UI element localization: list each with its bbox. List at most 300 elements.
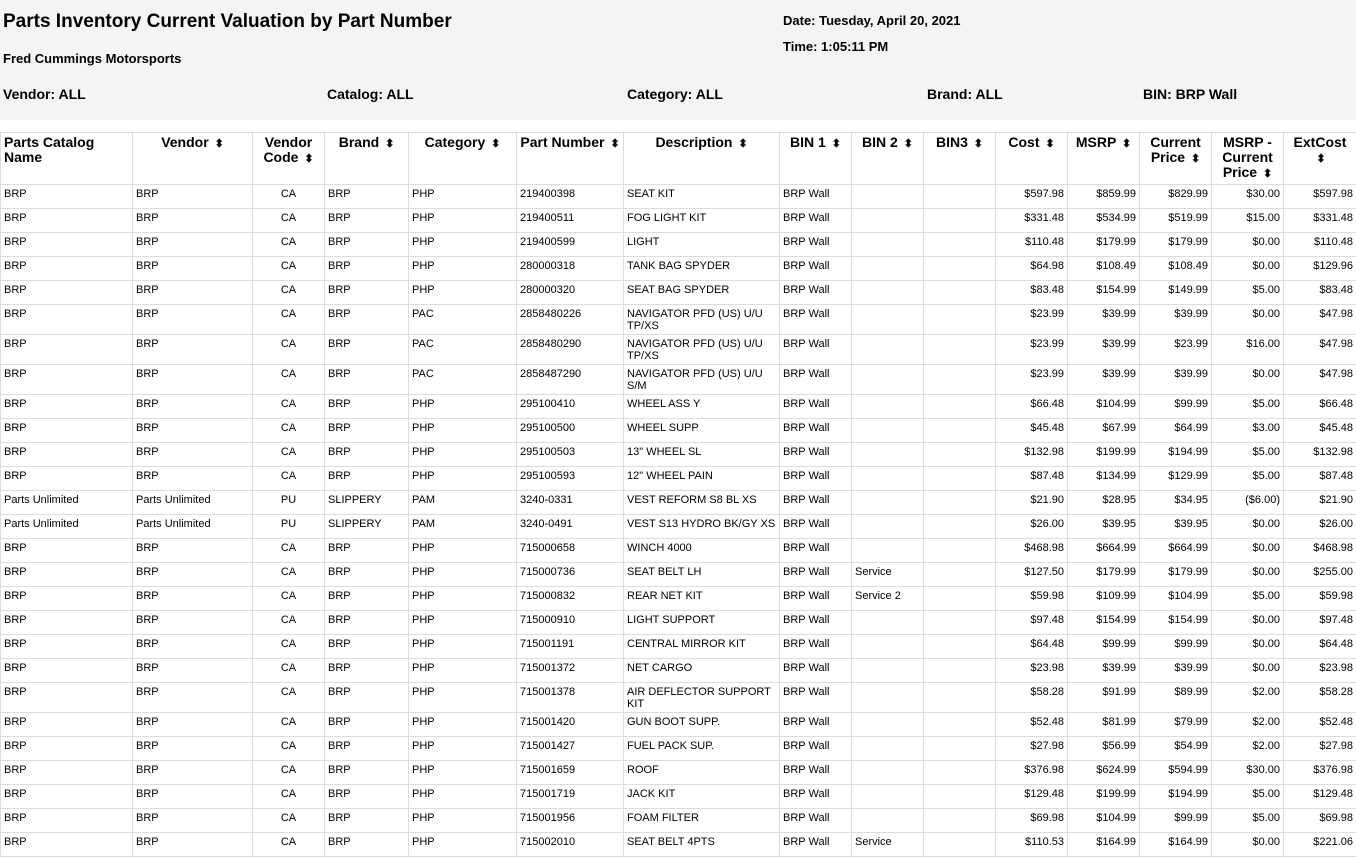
cell-category: PHP (409, 635, 517, 659)
cell-brand: BRP (325, 713, 409, 737)
cell-extcost: $21.90 (1284, 491, 1356, 515)
column-header-label: Parts Catalog Name (4, 134, 94, 165)
cell-bin-1: BRP Wall (780, 209, 852, 233)
cell-vendor: BRP (133, 467, 253, 491)
cell-part-number: 715001191 (517, 635, 624, 659)
cell-brand: BRP (325, 419, 409, 443)
cell-bin-1: BRP Wall (780, 713, 852, 737)
cell-current-price: $99.99 (1140, 809, 1212, 833)
column-header-brand[interactable] (325, 133, 409, 185)
cell-msrp: $67.99 (1068, 419, 1140, 443)
cell-cost: $21.90 (996, 491, 1068, 515)
cell-vendor: BRP (133, 809, 253, 833)
cell-category: PAM (409, 515, 517, 539)
sort-updown-icon[interactable]: ⬍ (832, 138, 841, 150)
cell-brand: BRP (325, 833, 409, 857)
cell-bin3 (924, 443, 996, 467)
cell-extcost: $129.96 (1284, 257, 1356, 281)
sort-updown-icon[interactable]: ⬍ (738, 138, 747, 150)
table-row (1, 713, 1356, 737)
cell-msrp-current-price: $5.00 (1212, 467, 1284, 491)
cell-category: PHP (409, 563, 517, 587)
cell-bin3 (924, 659, 996, 683)
cell-msrp-current-price: $16.00 (1212, 335, 1284, 365)
cell-vendor-code: CA (253, 809, 325, 833)
cell-bin-2: Service 2 (852, 587, 924, 611)
cell-part-number: 219400599 (517, 233, 624, 257)
cell-brand: BRP (325, 659, 409, 683)
cell-description: SEAT BELT 4PTS (624, 833, 780, 857)
sort-updown-icon[interactable]: ⬍ (304, 153, 313, 165)
cell-current-price: $39.99 (1140, 659, 1212, 683)
column-header-bin3[interactable] (924, 133, 996, 185)
cell-vendor-code: CA (253, 635, 325, 659)
cell-bin-1: BRP Wall (780, 305, 852, 335)
cell-vendor: BRP (133, 785, 253, 809)
cell-description: TANK BAG SPYDER (624, 257, 780, 281)
cell-cost: $23.99 (996, 335, 1068, 365)
cell-msrp-current-price: $0.00 (1212, 305, 1284, 335)
cell-bin-1: BRP Wall (780, 185, 852, 209)
table-row (1, 467, 1356, 491)
table-row (1, 491, 1356, 515)
column-header-label: BIN3 (936, 134, 968, 150)
cell-msrp: $179.99 (1068, 563, 1140, 587)
cell-parts-catalog-name: BRP (1, 185, 133, 209)
cell-parts-catalog-name: BRP (1, 467, 133, 491)
cell-msrp: $164.99 (1068, 833, 1140, 857)
cell-parts-catalog-name: BRP (1, 785, 133, 809)
table-body (1, 185, 1356, 857)
cell-msrp-current-price: ($6.00) (1212, 491, 1284, 515)
cell-vendor-code: CA (253, 395, 325, 419)
cell-extcost: $110.48 (1284, 233, 1356, 257)
cell-category: PHP (409, 611, 517, 635)
cell-msrp-current-price: $0.00 (1212, 611, 1284, 635)
cell-bin-2 (852, 515, 924, 539)
cell-part-number: 3240-0331 (517, 491, 624, 515)
cell-msrp: $91.99 (1068, 683, 1140, 713)
cell-extcost: $129.48 (1284, 785, 1356, 809)
cell-description: SEAT KIT (624, 185, 780, 209)
cell-part-number: 2858480226 (517, 305, 624, 335)
cell-current-price: $164.99 (1140, 833, 1212, 857)
cell-extcost: $468.98 (1284, 539, 1356, 563)
cell-extcost: $221.06 (1284, 833, 1356, 857)
cell-extcost: $26.00 (1284, 515, 1356, 539)
column-header-label: Vendor Code (263, 134, 312, 165)
cell-bin3 (924, 185, 996, 209)
cell-current-price: $129.99 (1140, 467, 1212, 491)
cell-msrp: $859.99 (1068, 185, 1140, 209)
cell-extcost: $255.00 (1284, 563, 1356, 587)
column-header-bin-2[interactable] (852, 133, 924, 185)
cell-vendor: BRP (133, 443, 253, 467)
cell-description: 12" WHEEL PAIN (624, 467, 780, 491)
cell-vendor: BRP (133, 587, 253, 611)
cell-vendor-code: CA (253, 443, 325, 467)
cell-vendor: BRP (133, 281, 253, 305)
table-row (1, 443, 1356, 467)
cell-category: PHP (409, 713, 517, 737)
cell-description: ROOF (624, 761, 780, 785)
cell-extcost: $66.48 (1284, 395, 1356, 419)
cell-vendor: BRP (133, 833, 253, 857)
cell-bin3 (924, 539, 996, 563)
cell-vendor-code: CA (253, 737, 325, 761)
table-row (1, 515, 1356, 539)
column-header-cost[interactable] (996, 133, 1068, 185)
cell-cost: $110.48 (996, 233, 1068, 257)
cell-description: NET CARGO (624, 659, 780, 683)
cell-category: PAC (409, 335, 517, 365)
cell-bin-2 (852, 737, 924, 761)
cell-bin3 (924, 491, 996, 515)
cell-category: PHP (409, 587, 517, 611)
table-header-row (1, 133, 1356, 185)
column-header-extcost[interactable] (1284, 133, 1356, 185)
cell-brand: BRP (325, 305, 409, 335)
cell-bin-2 (852, 305, 924, 335)
cell-bin-1: BRP Wall (780, 611, 852, 635)
cell-parts-catalog-name: Parts Unlimited (1, 491, 133, 515)
cell-description: WHEEL ASS Y (624, 395, 780, 419)
cell-msrp: $39.99 (1068, 659, 1140, 683)
column-header-vendor-code[interactable] (253, 133, 325, 185)
column-header-label: Cost (1008, 134, 1039, 150)
cell-msrp: $104.99 (1068, 809, 1140, 833)
column-header-bin-1[interactable] (780, 133, 852, 185)
cell-msrp-current-price: $30.00 (1212, 761, 1284, 785)
cell-bin3 (924, 305, 996, 335)
cell-bin-2 (852, 395, 924, 419)
cell-bin3 (924, 737, 996, 761)
cell-cost: $97.48 (996, 611, 1068, 635)
column-header-category[interactable] (409, 133, 517, 185)
cell-category: PHP (409, 185, 517, 209)
cell-msrp-current-price: $5.00 (1212, 587, 1284, 611)
cell-cost: $27.98 (996, 737, 1068, 761)
table-row (1, 635, 1356, 659)
cell-bin-1: BRP Wall (780, 467, 852, 491)
sort-updown-icon[interactable]: ⬍ (215, 138, 224, 150)
table-row (1, 563, 1356, 587)
cell-vendor-code: CA (253, 833, 325, 857)
cell-part-number: 715000910 (517, 611, 624, 635)
cell-cost: $376.98 (996, 761, 1068, 785)
cell-msrp: $108.49 (1068, 257, 1140, 281)
cell-brand: BRP (325, 365, 409, 395)
cell-description: SEAT BELT LH (624, 563, 780, 587)
cell-vendor: BRP (133, 419, 253, 443)
cell-brand: SLIPPERY (325, 491, 409, 515)
cell-vendor-code: CA (253, 467, 325, 491)
cell-part-number: 2858487290 (517, 365, 624, 395)
cell-current-price: $108.49 (1140, 257, 1212, 281)
table-row (1, 683, 1356, 713)
cell-brand: BRP (325, 683, 409, 713)
cell-msrp-current-price: $2.00 (1212, 683, 1284, 713)
cell-vendor: BRP (133, 185, 253, 209)
cell-bin-2: Service (852, 833, 924, 857)
cell-msrp: $664.99 (1068, 539, 1140, 563)
sort-updown-icon[interactable]: ⬍ (1316, 153, 1325, 165)
cell-cost: $127.50 (996, 563, 1068, 587)
cell-current-price: $154.99 (1140, 611, 1212, 635)
cell-category: PHP (409, 443, 517, 467)
cell-msrp: $39.95 (1068, 515, 1140, 539)
cell-bin-2 (852, 335, 924, 365)
cell-parts-catalog-name: BRP (1, 635, 133, 659)
cell-vendor-code: CA (253, 713, 325, 737)
cell-vendor: BRP (133, 233, 253, 257)
cell-msrp: $109.99 (1068, 587, 1140, 611)
sort-updown-icon[interactable]: ⬍ (904, 138, 913, 150)
column-header-vendor[interactable] (133, 133, 253, 185)
cell-msrp-current-price: $0.00 (1212, 515, 1284, 539)
sort-updown-icon[interactable]: ⬍ (1263, 168, 1272, 180)
cell-category: PHP (409, 257, 517, 281)
cell-part-number: 295100593 (517, 467, 624, 491)
table-row (1, 233, 1356, 257)
cell-bin-1: BRP Wall (780, 737, 852, 761)
sort-updown-icon[interactable]: ⬍ (974, 138, 983, 150)
cell-parts-catalog-name: BRP (1, 419, 133, 443)
cell-bin-2 (852, 785, 924, 809)
cell-bin-2 (852, 491, 924, 515)
cell-msrp-current-price: $5.00 (1212, 395, 1284, 419)
cell-current-price: $664.99 (1140, 539, 1212, 563)
cell-part-number: 715001659 (517, 761, 624, 785)
cell-parts-catalog-name: BRP (1, 335, 133, 365)
cell-cost: $87.48 (996, 467, 1068, 491)
cell-cost: $66.48 (996, 395, 1068, 419)
cell-bin3 (924, 809, 996, 833)
cell-extcost: $64.48 (1284, 635, 1356, 659)
cell-extcost: $52.48 (1284, 713, 1356, 737)
company-name: Fred Cummings Motorsports (3, 51, 181, 66)
cell-msrp-current-price: $2.00 (1212, 713, 1284, 737)
cell-description: SEAT BAG SPYDER (624, 281, 780, 305)
cell-parts-catalog-name: BRP (1, 737, 133, 761)
cell-description: WHEEL SUPP (624, 419, 780, 443)
cell-bin-1: BRP Wall (780, 257, 852, 281)
table-row (1, 539, 1356, 563)
cell-bin-1: BRP Wall (780, 563, 852, 587)
cell-msrp-current-price: $0.00 (1212, 365, 1284, 395)
cell-category: PHP (409, 659, 517, 683)
cell-category: PHP (409, 737, 517, 761)
cell-part-number: 715000658 (517, 539, 624, 563)
cell-description: NAVIGATOR PFD (US) U/U S/M (624, 365, 780, 395)
cell-category: PHP (409, 233, 517, 257)
cell-bin-2 (852, 761, 924, 785)
sort-updown-icon[interactable]: ⬍ (385, 138, 394, 150)
cell-parts-catalog-name: Parts Unlimited (1, 515, 133, 539)
cell-brand: BRP (325, 737, 409, 761)
column-header-msrp-current-price[interactable] (1212, 133, 1284, 185)
cell-category: PAC (409, 365, 517, 395)
filter-bin: BIN: BRP Wall (1143, 86, 1237, 102)
cell-brand: BRP (325, 335, 409, 365)
cell-current-price: $99.99 (1140, 395, 1212, 419)
cell-brand: BRP (325, 809, 409, 833)
cell-msrp-current-price: $30.00 (1212, 185, 1284, 209)
column-header-label: Category (425, 134, 486, 150)
column-header-current-price[interactable] (1140, 133, 1212, 185)
cell-vendor-code: CA (253, 233, 325, 257)
cell-bin-2 (852, 419, 924, 443)
cell-part-number: 295100503 (517, 443, 624, 467)
cell-vendor-code: CA (253, 365, 325, 395)
cell-category: PHP (409, 785, 517, 809)
column-header-msrp[interactable] (1068, 133, 1140, 185)
cell-bin-1: BRP Wall (780, 281, 852, 305)
column-header-label: Current Price (1150, 134, 1201, 165)
cell-category: PHP (409, 683, 517, 713)
cell-current-price: $54.99 (1140, 737, 1212, 761)
cell-cost: $129.48 (996, 785, 1068, 809)
cell-cost: $23.99 (996, 305, 1068, 335)
cell-bin3 (924, 365, 996, 395)
cell-description: WINCH 4000 (624, 539, 780, 563)
cell-description: AIR DEFLECTOR SUPPORT KIT (624, 683, 780, 713)
cell-msrp-current-price: $15.00 (1212, 209, 1284, 233)
cell-msrp-current-price: $0.00 (1212, 833, 1284, 857)
filter-category: Category: ALL (627, 86, 723, 102)
cell-vendor: BRP (133, 659, 253, 683)
report-time: Time: 1:05:11 PM (783, 39, 888, 54)
cell-parts-catalog-name: BRP (1, 305, 133, 335)
cell-vendor-code: CA (253, 419, 325, 443)
cell-vendor: BRP (133, 305, 253, 335)
cell-bin3 (924, 209, 996, 233)
cell-vendor-code: PU (253, 515, 325, 539)
cell-description: FUEL PACK SUP. (624, 737, 780, 761)
cell-cost: $58.28 (996, 683, 1068, 713)
cell-bin-1: BRP Wall (780, 419, 852, 443)
cell-bin3 (924, 761, 996, 785)
cell-description: GUN BOOT SUPP. (624, 713, 780, 737)
cell-brand: BRP (325, 587, 409, 611)
cell-bin3 (924, 683, 996, 713)
column-header-part-number[interactable] (517, 133, 624, 185)
cell-parts-catalog-name: BRP (1, 587, 133, 611)
cell-brand: BRP (325, 281, 409, 305)
cell-description: NAVIGATOR PFD (US) U/U TP/XS (624, 335, 780, 365)
cell-msrp-current-price: $5.00 (1212, 809, 1284, 833)
cell-current-price: $149.99 (1140, 281, 1212, 305)
table-row (1, 761, 1356, 785)
cell-part-number: 295100500 (517, 419, 624, 443)
cell-description: FOAM FILTER (624, 809, 780, 833)
cell-bin-1: BRP Wall (780, 515, 852, 539)
cell-part-number: 295100410 (517, 395, 624, 419)
cell-bin-1: BRP Wall (780, 539, 852, 563)
cell-bin-1: BRP Wall (780, 785, 852, 809)
cell-bin-2 (852, 233, 924, 257)
cell-msrp: $624.99 (1068, 761, 1140, 785)
cell-part-number: 280000318 (517, 257, 624, 281)
cell-bin-1: BRP Wall (780, 443, 852, 467)
cell-msrp-current-price: $5.00 (1212, 443, 1284, 467)
cell-msrp: $28.95 (1068, 491, 1140, 515)
table-row (1, 587, 1356, 611)
sort-updown-icon[interactable]: ⬍ (491, 138, 500, 150)
cell-msrp-current-price: $0.00 (1212, 635, 1284, 659)
cell-current-price: $179.99 (1140, 233, 1212, 257)
table-row (1, 737, 1356, 761)
cell-extcost: $132.98 (1284, 443, 1356, 467)
cell-msrp: $56.99 (1068, 737, 1140, 761)
cell-cost: $23.99 (996, 365, 1068, 395)
cell-current-price: $34.95 (1140, 491, 1212, 515)
cell-brand: BRP (325, 539, 409, 563)
cell-vendor-code: CA (253, 539, 325, 563)
cell-parts-catalog-name: BRP (1, 713, 133, 737)
cell-bin-1: BRP Wall (780, 233, 852, 257)
sort-updown-icon[interactable]: ⬍ (1122, 138, 1131, 150)
table-row (1, 209, 1356, 233)
cell-category: PHP (409, 539, 517, 563)
cell-current-price: $519.99 (1140, 209, 1212, 233)
cell-extcost: $45.48 (1284, 419, 1356, 443)
cell-brand: BRP (325, 443, 409, 467)
cell-description: FOG LIGHT KIT (624, 209, 780, 233)
cell-bin-2 (852, 209, 924, 233)
cell-msrp: $104.99 (1068, 395, 1140, 419)
cell-part-number: 715001378 (517, 683, 624, 713)
cell-vendor: BRP (133, 257, 253, 281)
cell-vendor-code: CA (253, 335, 325, 365)
cell-brand: BRP (325, 563, 409, 587)
cell-msrp: $39.99 (1068, 305, 1140, 335)
cell-category: PHP (409, 419, 517, 443)
filter-vendor: Vendor: ALL (3, 86, 86, 102)
cell-vendor-code: CA (253, 587, 325, 611)
table-row (1, 335, 1356, 365)
cell-bin3 (924, 419, 996, 443)
cell-cost: $132.98 (996, 443, 1068, 467)
cell-bin-2 (852, 809, 924, 833)
cell-brand: BRP (325, 395, 409, 419)
column-header-description[interactable] (624, 133, 780, 185)
cell-extcost: $597.98 (1284, 185, 1356, 209)
table-row (1, 659, 1356, 683)
cell-bin3 (924, 233, 996, 257)
cell-vendor-code: PU (253, 491, 325, 515)
cell-vendor: BRP (133, 611, 253, 635)
cell-vendor-code: CA (253, 257, 325, 281)
cell-extcost: $47.98 (1284, 305, 1356, 335)
cell-msrp: $199.99 (1068, 443, 1140, 467)
cell-msrp-current-price: $5.00 (1212, 281, 1284, 305)
table-row (1, 419, 1356, 443)
column-header-label: BIN 2 (862, 134, 898, 150)
table-row (1, 257, 1356, 281)
cell-msrp: $39.99 (1068, 365, 1140, 395)
sort-updown-icon[interactable]: ⬍ (1191, 153, 1200, 165)
cell-parts-catalog-name: BRP (1, 761, 133, 785)
cell-category: PHP (409, 761, 517, 785)
sort-updown-icon[interactable]: ⬍ (1045, 138, 1054, 150)
cell-part-number: 2858480290 (517, 335, 624, 365)
cell-bin-2 (852, 713, 924, 737)
column-header-label: BIN 1 (790, 134, 826, 150)
sort-updown-icon[interactable]: ⬍ (610, 138, 619, 150)
cell-msrp: $39.99 (1068, 335, 1140, 365)
cell-extcost: $23.98 (1284, 659, 1356, 683)
